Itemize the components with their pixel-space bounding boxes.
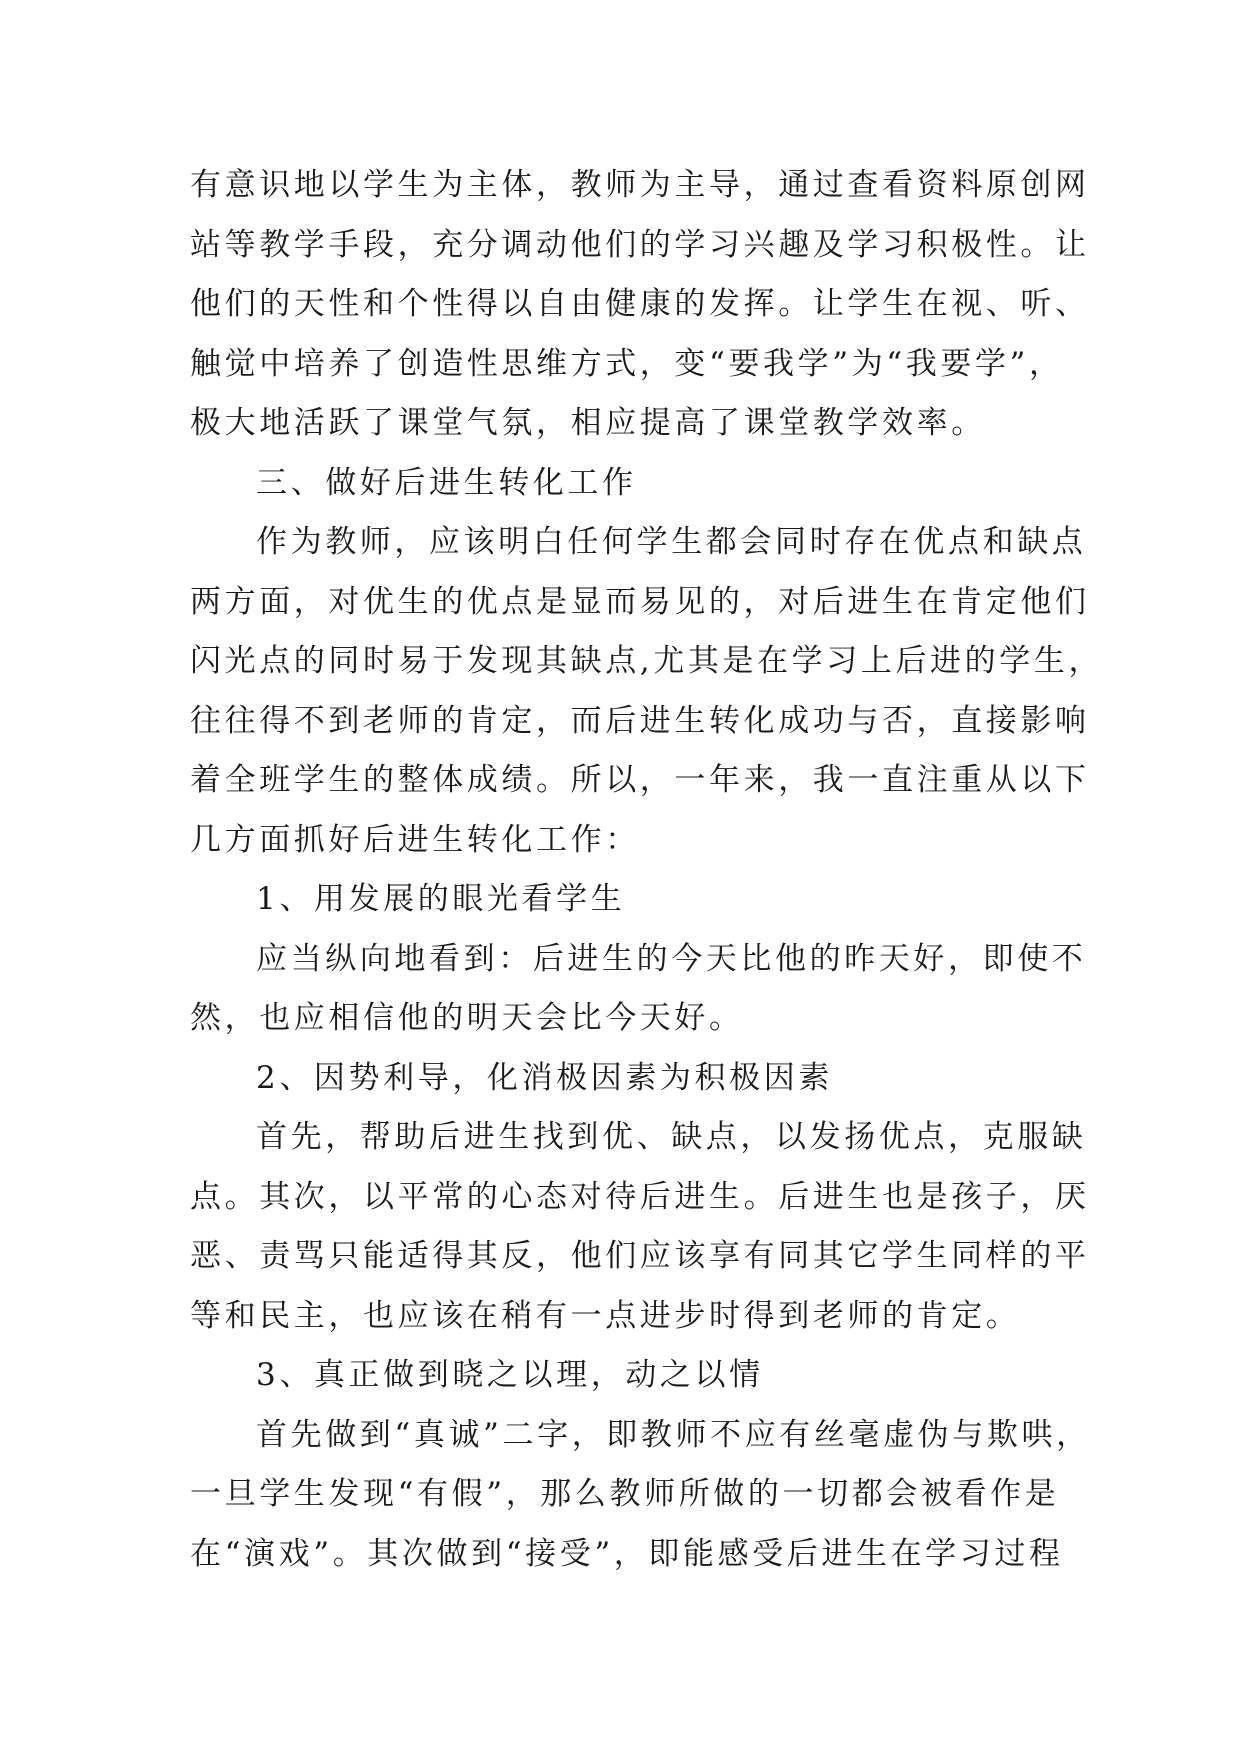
subsection-heading: 2、因势利导，化消极因素为积极因素 bbox=[256, 1059, 833, 1096]
text-line: 恶、责骂只能适得其反，他们应该享有同其它学生同样的平 bbox=[190, 1238, 1090, 1274]
subsection-heading: 1、用发展的眼光看学生 bbox=[256, 881, 626, 917]
text-line: 点。其次，以平常的心态对待后进生。后进生也是孩子，厌 bbox=[190, 1178, 1090, 1215]
paragraph-first-line: 作为教师，应该明白任何学生都会同时存在优点和缺点 bbox=[256, 524, 1087, 560]
text-line: 有意识地以学生为主体，教师为主导，通过查看资料原创网 bbox=[190, 167, 1090, 203]
text-line: 站等教学手段，充分调动他们的学习兴趣及学习积极性。让 bbox=[190, 226, 1090, 263]
text-line: 他们的天性和个性得以自由健康的发挥。让学生在视、听、 bbox=[190, 286, 1090, 322]
document-body bbox=[190, 156, 1104, 1584]
paragraph-first-line: 首先做到“真诚”二字，即教师不应有丝毫虚伪与欺哄， bbox=[256, 1416, 1091, 1453]
text-line: 往往得不到老师的肯定，而后进生转化成功与否，直接影响 bbox=[190, 702, 1090, 739]
text-line: 几方面抓好后进生转化工作： bbox=[190, 821, 640, 858]
text-line: 着全班学生的整体成绩。所以，一年来，我一直注重从以下 bbox=[190, 762, 1090, 798]
text-line: 在“演戏”。其次做到“接受”，即能感受后进生在学习过程 bbox=[190, 1535, 1064, 1572]
text-line: 两方面，对优生的优点是显而易见的，对后进生在肯定他们 bbox=[190, 583, 1090, 620]
text-line: 闪光点的同时易于发现其缺点,尤其是在学习上后进的学生， bbox=[190, 643, 1104, 679]
paragraph-first-line: 应当纵向地看到：后进生的今天比他的昨天好，即使不 bbox=[256, 940, 1087, 977]
text-line: 一旦学生发现“有假”，那么教师所做的一切都会被看作是 bbox=[190, 1476, 1060, 1512]
subsection-heading: 3、真正做到晓之以理，动之以情 bbox=[256, 1357, 764, 1393]
text-line: 然，也应相信他的明天会比今天好。 bbox=[190, 1000, 744, 1036]
text-line: 等和民主，也应该在稍有一点进步时得到老师的肯定。 bbox=[190, 1297, 1021, 1334]
text-line: 极大地活跃了课堂气氛，相应提高了课堂教学效率。 bbox=[190, 405, 986, 441]
paragraph-first-line: 首先，帮助后进生找到优、缺点，以发扬优点，克服缺 bbox=[256, 1119, 1087, 1155]
text-line: 触觉中培养了创造性思维方式，变“要我学”为“我要学”， bbox=[190, 345, 1064, 382]
section-heading: 三、做好后进生转化工作 bbox=[256, 464, 637, 501]
